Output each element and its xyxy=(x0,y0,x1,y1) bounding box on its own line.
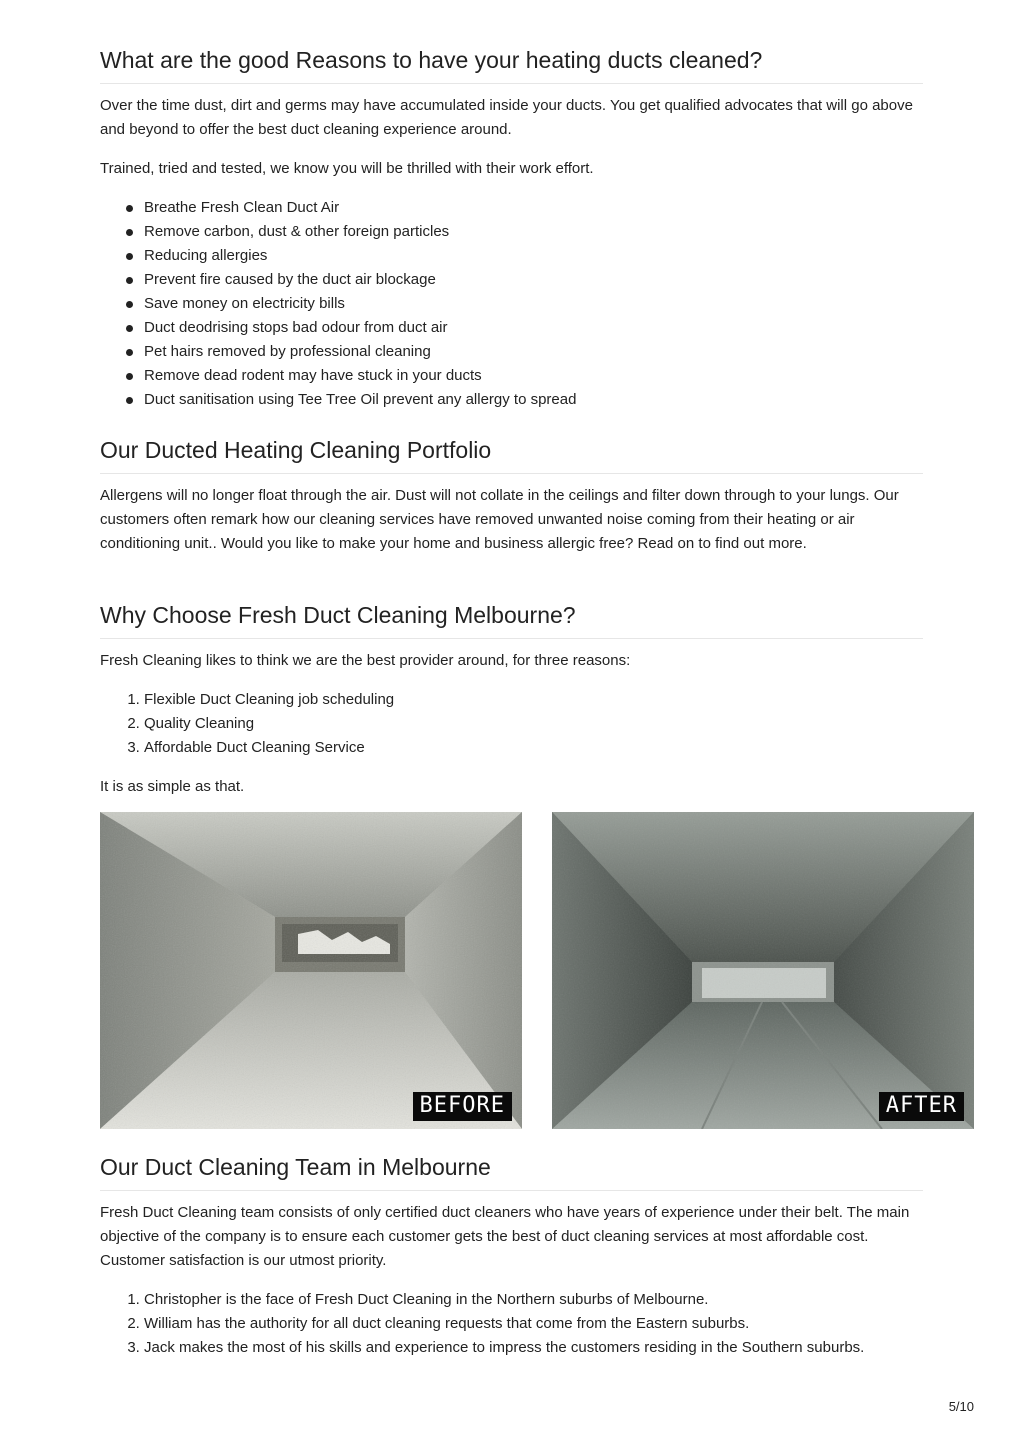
dusty-duct-image xyxy=(100,812,522,1129)
section-heading: What are the good Reasons to have your heating ducts cleaned? xyxy=(100,48,923,84)
paragraph: It is as simple as that. xyxy=(100,778,245,796)
before-after-photos xyxy=(100,812,974,1129)
after-label: AFTER xyxy=(879,1092,964,1121)
list-item: Remove carbon, dust & other foreign particles xyxy=(144,220,923,244)
paragraph: Fresh Cleaning likes to think we are the best provider around, for three reasons: xyxy=(100,652,631,670)
bullet-list xyxy=(100,196,923,412)
after-photo xyxy=(552,812,974,1129)
numbered-list xyxy=(100,688,923,760)
page-number: 5/10 xyxy=(948,1399,974,1414)
before-label: BEFORE xyxy=(413,1092,512,1121)
section-team xyxy=(100,1155,923,1360)
list-item: Prevent fire caused by the duct air blockage xyxy=(144,268,923,292)
section-why-choose xyxy=(100,603,923,799)
paragraph: Over the time dust, dirt and germs may have accumulated inside your ducts. You get qualified advocates that will go above and beyond to offer the best duct cleaning experience around. xyxy=(100,97,913,139)
list-item: Duct deodrising stops bad odour from duct air xyxy=(144,316,923,340)
list-item: Pet hairs removed by professional cleaning xyxy=(144,340,923,364)
list-item: Duct sanitisation using Tee Tree Oil prevent any allergy to spread xyxy=(144,388,923,412)
paragraph: Allergens will no longer float through the air. Dust will not collate in the ceilings and filter down through to your lungs. Our customers often remark how our cleaning services have removed unwanted noise coming from their heating or air conditioning unit.. Would you like to make your home and business allergic free? Read on to find out more. xyxy=(100,487,899,553)
list-item: 2. William has the authority for all duct cleaning requests that come from the Eastern suburbs. xyxy=(144,1312,923,1336)
clean-duct-image xyxy=(552,812,974,1129)
section-heading: Our Duct Cleaning Team in Melbourne xyxy=(100,1155,923,1191)
list-item: 3. Jack makes the most of his skills and experience to impress the customers residing in the Southern suburbs. xyxy=(144,1336,923,1360)
list-item: Remove dead rodent may have stuck in your ducts xyxy=(144,364,923,388)
section-heading: Our Ducted Heating Cleaning Portfolio xyxy=(100,438,923,474)
list-item: 2. Quality Cleaning xyxy=(144,712,923,736)
list-item: Reducing allergies xyxy=(144,244,923,268)
section-heading: Why Choose Fresh Duct Cleaning Melbourne? xyxy=(100,603,923,639)
section-reasons xyxy=(100,48,923,412)
before-photo xyxy=(100,812,522,1129)
section-portfolio xyxy=(100,438,923,556)
list-item: 1. Flexible Duct Cleaning job scheduling xyxy=(144,688,923,712)
list-item: Breathe Fresh Clean Duct Air xyxy=(144,196,923,220)
list-item: Save money on electricity bills xyxy=(144,292,923,316)
paragraph: Trained, tried and tested, we know you will be thrilled with their work effort. xyxy=(100,160,594,178)
numbered-list xyxy=(100,1288,923,1360)
list-item: 1. Christopher is the face of Fresh Duct Cleaning in the Northern suburbs of Melbourne. xyxy=(144,1288,923,1312)
paragraph: Fresh Duct Cleaning team consists of only certified duct cleaners who have years of experience under their belt. The main objective of the company is to ensure each customer gets the best of duct cleaning services at most affordable cost. Customer satisfaction is our utmost priority. xyxy=(100,1204,910,1270)
list-item: 3. Affordable Duct Cleaning Service xyxy=(144,736,923,760)
